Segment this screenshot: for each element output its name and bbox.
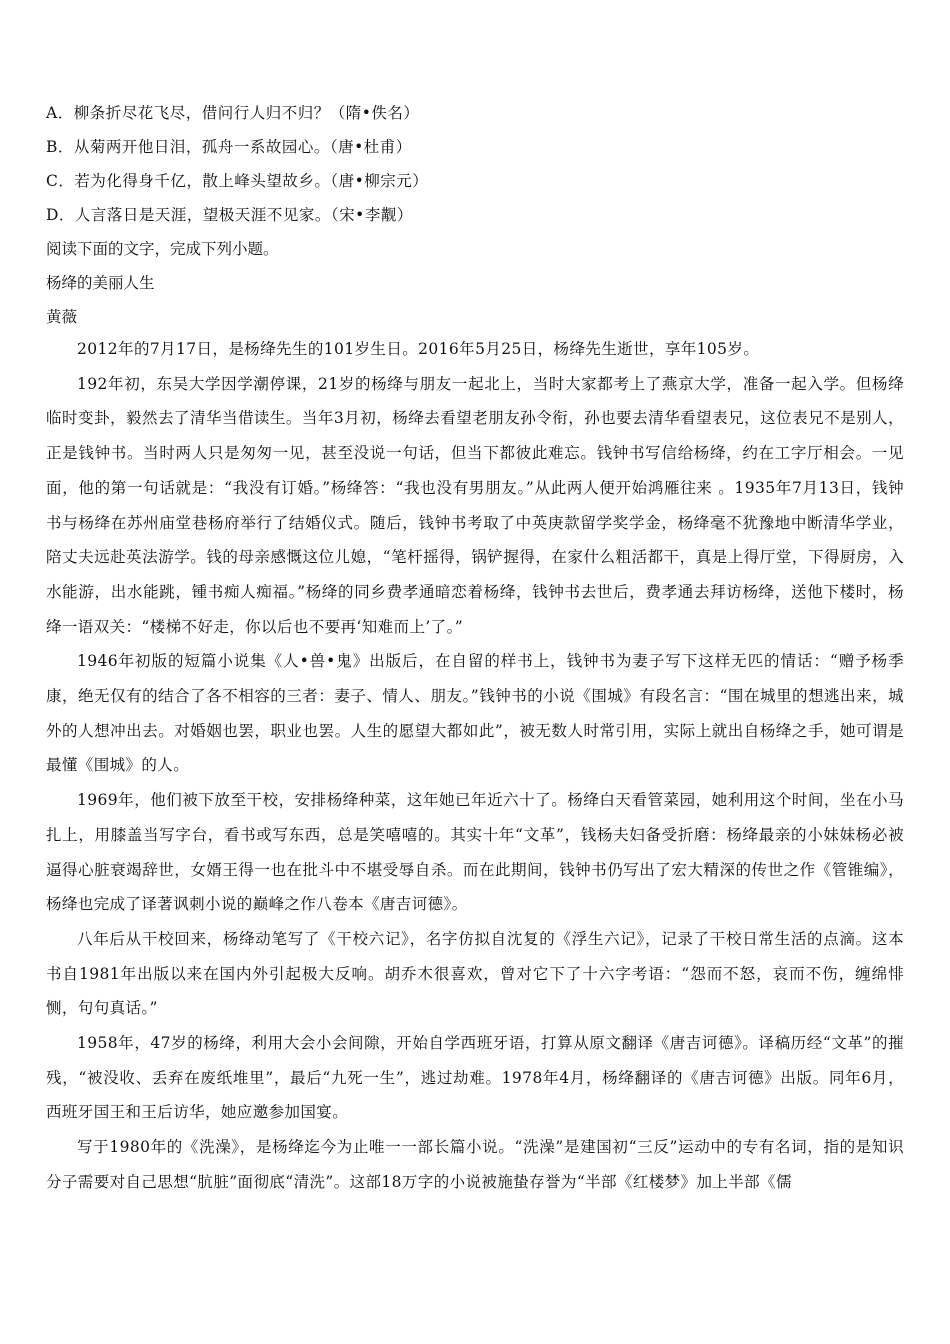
option-d: D．人言落日是天涯，望极天涯不见家。（宋•李觏） — [46, 206, 413, 224]
paragraph-1: 2012年的7月17日，是杨绛先生的101岁生日。2016年5月25日，杨绛先生逝世，享年105岁。 — [77, 340, 760, 358]
paragraph-3: 1946年初版的短篇小说集《人•兽•鬼》出版后，在自留的样书上，钱钟书为妻子写下这样无匹的情话：“赠予杨季康，绝无仅有的结合了各不相容的三者：妻子、情人、朋友。”钱钟书的小说《围城》有段名言：“围在城里的想逃出来，城外的人想冲出去。对婚姻也罢，职业也罢。人生的愿望大都如此”，被无数人时常引用，实际上就出自杨绛之手，她可谓是最懂《围城》的人。 — [46, 652, 904, 775]
paragraph-7: 写于1980年的《洗澡》，是杨绛迄今为止唯一一部长篇小说。“洗澡”是建国初“三反”运动中的专有名词，指的是知识分子需要对自己思想“肮脏”面彻底“清洗”。这部18万字的小说被施蛰存誉为“半部《红楼梦》加上半部《儒 — [46, 1138, 904, 1191]
paragraph-4: 1969年，他们被下放至干校，安排杨绛种菜，这年她已年近六十了。杨绛白天看管菜园，她利用这个时间，坐在小马扎上，用膝盖当写字台，看书或写东西，总是笑嘻嘻的。其实十年“文革”，钱杨夫妇备受折磨：杨绛最亲的小妹妹杨必被逼得心脏衰竭辞世，女婿王得一也在批斗中不堪受辱自杀。而在此期间，钱钟书仍写出了宏大精深的传世之作《管锥编》，杨绛也完成了译著讽刺小说的巅峰之作八卷本《唐吉诃德》。 — [46, 791, 904, 914]
option-a: A．柳条折尽花飞尽，借问行人归不归？（隋•佚名） — [46, 104, 420, 122]
paragraph-6: 1958年，47岁的杨绛，利用大会小会间隙，开始自学西班牙语，打算从原文翻译《唐吉诃德》。译稿历经“文革”的摧残，“被没收、丢弃在废纸堆里”，最后“九死一生”，逃过劫难。1978年4月，杨绛翻译的《唐吉诃德》出版。同年6月，西班牙国王和王后访华，她应邀参加国宴。 — [46, 1034, 904, 1122]
option-b: B．从菊两开他日泪，孤舟一系故园心。（唐•杜甫） — [46, 138, 412, 156]
article-title: 杨绛的美丽人生 — [46, 274, 155, 292]
article-body — [46, 332, 904, 1200]
paragraph-2: 192年初，东吴大学因学潮停课，21岁的杨绛与朋友一起北上，当时大家都考上了燕京大学，准备一起入学。但杨绛临时变卦，毅然去了清华当借读生。当年3月初，杨绛去看望老朋友孙令衔，孙也要去清华看望表兄，这位表兄不是别人，正是钱钟书。当时两人只是匆匆一见，甚至没说一句话，但当下都彼此难忘。钱钟书写信给杨绛，约在工字厅相会。一见面，他的第一句话就是：“我没有订婚。”杨绛答：“我也没有男朋友。”从此两人便开始鸿雁往来 。1935年7月13日，钱钟书与杨绛在苏州庙堂巷杨府举行了结婚仪式。随后，钱钟书考取了中英庚款留学奖学金，杨绛毫不犹豫地中断清华学业，陪丈夫远赴英法游学。钱的母亲感慨这位儿媳，“笔杆摇得，锅铲握得，在家什么粗活都干，真是上得厅堂，下得厨房，入水能游，出水能跳，锺书痴人痴福。”杨绛的同乡费孝通暗恋着杨绛，钱钟书去世后，费孝通去拜访杨绛，送他下楼时，杨绛一语双关：“楼梯不好走，你以后也不要再‘知难而上’了。” — [46, 374, 904, 636]
article-author: 黄薇 — [46, 308, 78, 326]
reading-instruction: 阅读下面的文字，完成下列小题。 — [46, 240, 279, 258]
paragraph-5: 八年后从干校回来，杨绛动笔写了《干校六记》，名字仿拟自沈复的《浮生六记》，记录了干校日常生活的点滴。这本书自1981年出版以来在国内外引起极大反响。胡乔木很喜欢，曾对它下了十六字考语：“怨而不怒，哀而不伤，缠绵悱恻，句句真话。” — [46, 929, 904, 1018]
option-c: C．若为化得身千亿，散上峰头望故乡。（唐•柳宗元） — [46, 172, 429, 190]
